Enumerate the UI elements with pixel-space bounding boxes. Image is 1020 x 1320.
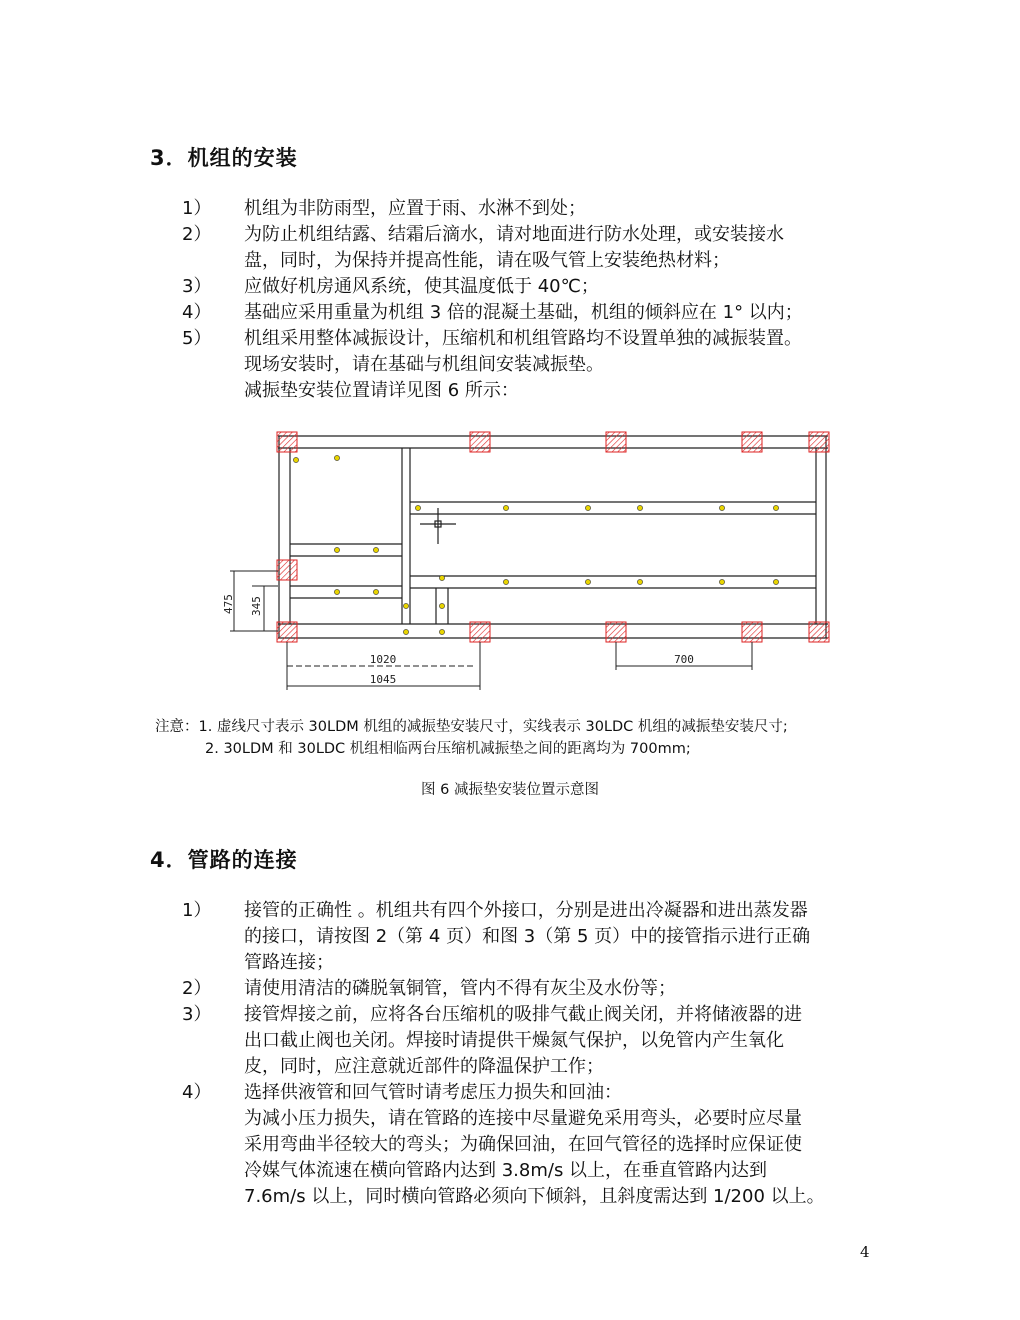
item-text: 基础应采用重量为机组 3 倍的混凝土基础，机组的倾斜应在 1° 以内； <box>244 302 803 323</box>
item-text: 现场安装时，请在基础与机组间安装减振垫。 <box>244 354 604 375</box>
pad-marker <box>809 432 829 452</box>
item-text: 7.6m/s 以上，同时横向管路必须向下倾斜，且斜度需达到 1/200 以上。 <box>244 1186 825 1207</box>
item-text: 选择供液管和回气管时请考虑压力损失和回油： <box>244 1082 622 1103</box>
figure-caption: 图 6 减振垫安装位置示意图 <box>421 782 599 798</box>
section-3-title: 3．机组的安装 <box>150 146 298 170</box>
pad-marker <box>470 432 490 452</box>
item-text: 为减小压力损失，请在管路的连接中尽量避免采用弯头，必要时应尽量 <box>244 1108 802 1129</box>
item-text: 的接口，请按图 2（第 4 页）和图 3（第 5 页）中的接管指示进行正确 <box>244 926 811 947</box>
item-text: 皮，同时，应注意就近部件的降温保护工作； <box>244 1056 604 1077</box>
pad-layout-drawing <box>200 418 850 693</box>
item-number: 4） <box>182 302 212 323</box>
item-number: 2） <box>182 224 212 245</box>
item-number: 3） <box>182 1004 212 1025</box>
dimension-1045: 1045 <box>369 673 397 686</box>
dimension-345: 345 <box>250 596 263 616</box>
item-number: 5） <box>182 328 212 349</box>
item-text: 采用弯曲半径较大的弯头；为确保回油，在回气管径的选择时应保证使 <box>244 1134 802 1155</box>
pad-marker <box>606 622 626 642</box>
pad-marker <box>742 622 762 642</box>
pad-marker <box>809 622 829 642</box>
item-number: 2） <box>182 978 212 999</box>
item-text: 减振垫安装位置请详见图 6 所示： <box>244 380 519 401</box>
item-number: 4） <box>182 1082 212 1103</box>
pad-marker <box>606 432 626 452</box>
pad-marker <box>277 432 297 452</box>
item-text: 接管焊接之前，应将各台压缩机的吸排气截止阀关闭，并将储液器的进 <box>244 1004 802 1025</box>
section-4-title: 4．管路的连接 <box>150 848 298 872</box>
item-text: 接管的正确性 。机组共有四个外接口，分别是进出冷凝器和进出蒸发器 <box>244 900 808 921</box>
page-number: 4 <box>860 1243 870 1261</box>
item-text: 管路连接； <box>244 952 334 973</box>
item-text: 机组采用整体减振设计，压缩机和机组管路均不设置单独的减振装置。 <box>244 328 802 349</box>
item-number: 1） <box>182 198 212 219</box>
item-text: 出口截止阀也关闭。焊接时请提供干燥氮气保护，以免管内产生氧化 <box>244 1030 784 1051</box>
item-text: 盘，同时，为保持并提高性能，请在吸气管上安装绝热材料； <box>244 250 730 271</box>
item-text: 冷媒气体流速在横向管路内达到 3.8m/s 以上，在垂直管路内达到 <box>244 1160 768 1181</box>
dimension-700: 700 <box>674 653 694 666</box>
item-text: 应做好机房通风系统，使其温度低于 40℃； <box>244 276 599 297</box>
vibration-pads <box>277 432 829 642</box>
figure-note-1: 注意：1. 虚线尺寸表示 30LDM 机组的减振垫安装尺寸，实线表示 30LDC 机组的减振垫安装尺寸; <box>155 719 788 735</box>
dimension-1020: 1020 <box>369 653 397 666</box>
figure-note-2: 2. 30LDM 和 30LDC 机组相临两台压缩机减振垫之间的距离均为 700mm; <box>205 741 691 757</box>
item-text: 为防止机组结露、结霜后滴水，请对地面进行防水处理，或安装接水 <box>244 224 784 245</box>
pad-marker <box>470 622 490 642</box>
item-text: 机组为非防雨型，应置于雨、水淋不到处； <box>244 198 586 219</box>
item-text: 请使用清洁的磷脱氧铜管，管内不得有灰尘及水份等； <box>244 978 676 999</box>
pad-marker <box>742 432 762 452</box>
pad-marker <box>277 622 297 642</box>
dimension-475: 475 <box>222 594 235 614</box>
item-number: 3） <box>182 276 212 297</box>
item-number: 1） <box>182 900 212 921</box>
mounting-bolts <box>293 455 778 634</box>
pad-marker <box>277 560 297 580</box>
